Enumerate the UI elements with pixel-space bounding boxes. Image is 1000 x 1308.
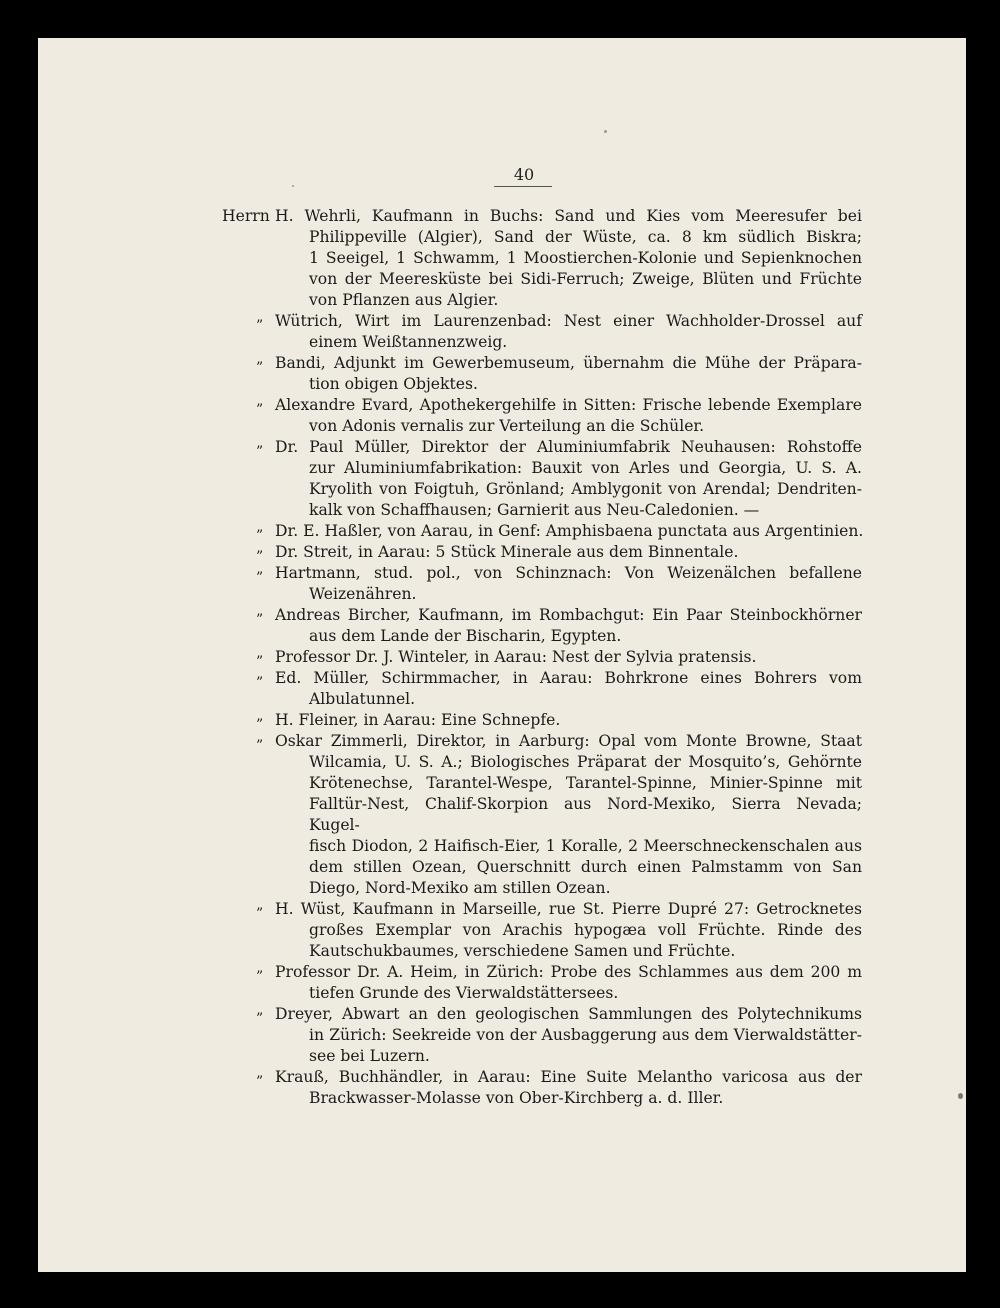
ditto-mark: ” bbox=[256, 528, 264, 544]
ditto-mark: ” bbox=[256, 717, 264, 733]
paper-speck bbox=[292, 185, 294, 187]
page-number-rule bbox=[494, 186, 552, 187]
entry-continuation-line: in Zürich: Seekreide von der Ausbaggerung aus dem Vierwaldstätter- bbox=[309, 1026, 862, 1044]
entry-first-line: H. Wehrli, Kaufmann in Buchs: Sand und Kies vom Meeresufer bei bbox=[275, 207, 862, 225]
entry-continuation-line: Wilcamia, U. S. A.; Biologisches Präparat der Mosquito’s, Gehörnte bbox=[309, 753, 862, 771]
entry-continuation-line: tiefen Grunde des Vierwaldstättersees. bbox=[309, 984, 619, 1002]
entry-continuation-line: von Pflanzen aus Algier. bbox=[309, 291, 499, 309]
entry-continuation-line: tion obigen Objektes. bbox=[309, 375, 478, 393]
entry-continuation-line: Falltür-Nest, Chalif-Skorpion aus Nord-Mexiko, Sierra Nevada; Kugel- bbox=[309, 795, 862, 834]
donation-entry bbox=[222, 605, 862, 647]
paper-speck bbox=[958, 1093, 963, 1099]
donation-entry bbox=[222, 668, 862, 710]
entry-first-line: Dreyer, Abwart an den geologischen Sammlungen des Polytechnikums bbox=[275, 1005, 862, 1023]
entry-first-line: Dr. Streit, in Aarau: 5 Stück Minerale aus dem Binnentale. bbox=[275, 543, 739, 561]
entry-continuation-line: Albulatunnel. bbox=[309, 690, 416, 708]
entry-continuation-line: Weizenähren. bbox=[309, 585, 417, 603]
page-number: 40 bbox=[513, 165, 535, 184]
donation-entry bbox=[222, 731, 862, 899]
entry-continuation-line: Diego, Nord-Mexiko am stillen Ozean. bbox=[309, 879, 611, 897]
donation-entry bbox=[222, 521, 862, 542]
entry-first-line: Bandi, Adjunkt im Gewerbemuseum, übernahm die Mühe der Präpara- bbox=[275, 354, 862, 372]
donation-entry bbox=[222, 647, 862, 668]
entry-first-line: H. Wüst, Kaufmann in Marseille, rue St. Pierre Dupré 27: Getrocknetes bbox=[275, 900, 862, 918]
entry-continuation-line: 1 Seeigel, 1 Schwamm, 1 Moostierchen-Kolonie und Sepienknochen bbox=[309, 249, 862, 267]
ditto-mark: ” bbox=[256, 1074, 264, 1090]
entry-continuation-line: Krötenechse, Tarantel-Wespe, Tarantel-Spinne, Minier-Spinne mit bbox=[309, 774, 862, 792]
entry-continuation-line: zur Aluminiumfabrikation: Bauxit von Arles und Georgia, U. S. A. bbox=[309, 459, 862, 477]
donation-entry bbox=[222, 563, 862, 605]
entry-continuation-line: Kautschukbaumes, verschiedene Samen und Früchte. bbox=[309, 942, 736, 960]
ditto-mark: ” bbox=[256, 402, 264, 418]
entry-first-line: Professor Dr. A. Heim, in Zürich: Probe des Schlammes aus dem 200 m bbox=[275, 963, 862, 981]
ditto-mark: ” bbox=[256, 444, 264, 460]
entry-first-line: Wütrich, Wirt im Laurenzenbad: Nest einer Wachholder-Drossel auf bbox=[275, 312, 862, 330]
ditto-mark: ” bbox=[256, 612, 264, 628]
ditto-mark: ” bbox=[256, 969, 264, 985]
entry-first-line: H. Fleiner, in Aarau: Eine Schnepfe. bbox=[275, 711, 561, 729]
donation-entry bbox=[222, 899, 862, 962]
ditto-mark: ” bbox=[256, 1011, 264, 1027]
entry-first-line: Dr. Paul Müller, Direktor der Aluminiumfabrik Neuhausen: Rohstoffe bbox=[275, 438, 862, 456]
ditto-mark: ” bbox=[256, 654, 264, 670]
entry-continuation-line: dem stillen Ozean, Querschnitt durch einen Palmstamm von San bbox=[309, 858, 862, 876]
donation-entry bbox=[222, 542, 862, 563]
ditto-mark: ” bbox=[256, 318, 264, 334]
entry-continuation-line: fisch Diodon, 2 Haifisch-Eier, 1 Koralle, 2 Meerschneckenschalen aus bbox=[309, 837, 862, 855]
entry-continuation-line: von Adonis vernalis zur Verteilung an die Schüler. bbox=[309, 417, 705, 435]
entry-continuation-line: see bei Luzern. bbox=[309, 1047, 430, 1065]
entry-first-line: Alexandre Evard, Apothekergehilfe in Sitten: Frische lebende Exemplare bbox=[275, 396, 862, 414]
donation-list bbox=[222, 206, 862, 1109]
donation-entry bbox=[222, 353, 862, 395]
donation-entry bbox=[222, 1004, 862, 1067]
donation-entry bbox=[222, 710, 862, 731]
ditto-mark: ” bbox=[256, 360, 264, 376]
ditto-mark: ” bbox=[256, 906, 264, 922]
entry-continuation-line: Philippeville (Algier), Sand der Wüste, ca. 8 km südlich Biskra; bbox=[309, 228, 862, 246]
entry-first-line: Ed. Müller, Schirmmacher, in Aarau: Bohrkrone eines Bohrers vom bbox=[275, 669, 862, 687]
ditto-mark: ” bbox=[256, 738, 264, 754]
entry-first-line: Krauß, Buchhändler, in Aarau: Eine Suite Melantho varicosa aus der bbox=[275, 1068, 862, 1086]
donation-entry bbox=[222, 437, 862, 521]
paper-speck bbox=[604, 130, 607, 133]
entry-first-line: Dr. E. Haßler, von Aarau, in Genf: Amphisbaena punctata aus Argentinien. bbox=[275, 522, 864, 540]
entry-continuation-line: einem Weißtannenzweig. bbox=[309, 333, 508, 351]
donation-entry bbox=[222, 311, 862, 353]
donation-entry bbox=[222, 1067, 862, 1109]
entry-first-line: Andreas Bircher, Kaufmann, im Rombachgut: Ein Paar Steinbockhörner bbox=[275, 606, 862, 624]
donation-entry bbox=[222, 395, 862, 437]
entry-first-line: Oskar Zimmerli, Direktor, in Aarburg: Opal vom Monte Browne, Staat bbox=[275, 732, 862, 750]
entry-continuation-line: Kryolith von Foigtuh, Grönland; Amblygonit von Arendal; Dendriten- bbox=[309, 480, 862, 498]
salutation: Herrn bbox=[222, 207, 270, 225]
donation-entry bbox=[222, 206, 862, 311]
entry-continuation-line: von der Meeresküste bei Sidi-Ferruch; Zweige, Blüten und Früchte bbox=[309, 270, 862, 288]
entry-continuation-line: großes Exemplar von Arachis hypogæa voll Früchte. Rinde des bbox=[309, 921, 862, 939]
entry-continuation-line: Brackwasser-Molasse von Ober-Kirchberg a. d. Iller. bbox=[309, 1089, 724, 1107]
entry-first-line: Professor Dr. J. Winteler, in Aarau: Nest der Sylvia pratensis. bbox=[275, 648, 757, 666]
entry-continuation-line: kalk von Schaffhausen; Garnierit aus Neu-Caledonien. — bbox=[309, 501, 760, 519]
entry-continuation-line: aus dem Lande der Bischarin, Egypten. bbox=[309, 627, 622, 645]
donation-entry bbox=[222, 962, 862, 1004]
ditto-mark: ” bbox=[256, 675, 264, 691]
ditto-mark: ” bbox=[256, 570, 264, 586]
entry-first-line: Hartmann, stud. pol., von Schinznach: Von Weizenälchen befallene bbox=[275, 564, 862, 582]
ditto-mark: ” bbox=[256, 549, 264, 565]
